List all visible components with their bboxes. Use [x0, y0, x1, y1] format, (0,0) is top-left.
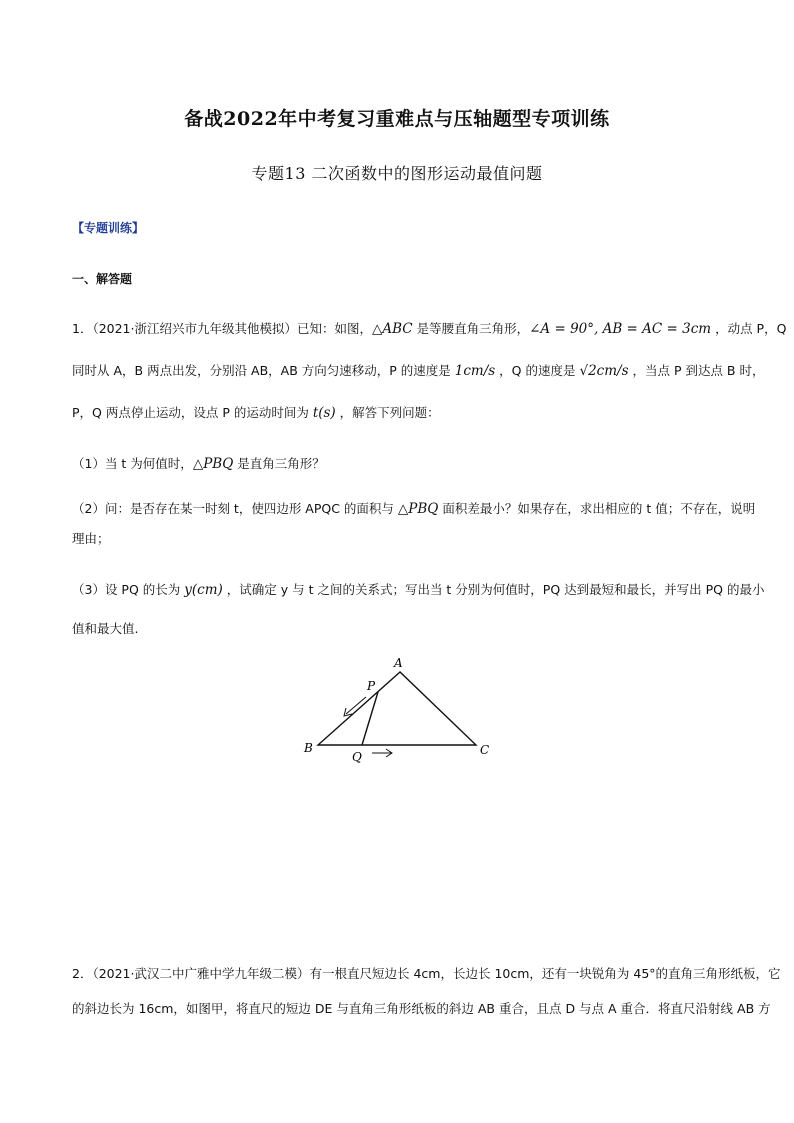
q1-math: △PBQ — [192, 456, 234, 472]
q1-part-2-cont — [72, 530, 732, 548]
q1-part-2 — [72, 500, 756, 518]
q1-part-1 — [72, 455, 732, 473]
q1-text: （3）设 PQ 的长为 — [72, 582, 185, 597]
q1-text: ，试确定 y 与 t 之间的关系式；写出当 t 分别为何值时，PQ 达到最短和最长，并写出 PQ 的最小 — [222, 582, 765, 597]
q2-line-1 — [72, 965, 781, 983]
q1-part-3 — [72, 581, 765, 599]
q1-math: ∠A = 90°, AB = AC = 3cm — [529, 321, 712, 337]
label-b: B — [304, 741, 313, 755]
label-c: C — [480, 743, 490, 757]
q1-text: 1．（2021·浙江绍兴市九年级其他模拟）已知：如图， — [72, 321, 372, 336]
triangle-abc — [318, 672, 476, 745]
q2-text: 2．（2021·武汉二中广雅中学九年级二模）有一根直尺短边长 4cm，长边长 10cm，还有一块锐角为 45°的直角三角形纸板，它 — [72, 966, 781, 981]
q1-line-2 — [72, 362, 765, 380]
q2-text: 的斜边长为 16cm，如图甲，将直尺的短边 DE 与直角三角形纸板的斜边 AB 重合，且点 D 与点 A 重合．将直尺沿射线 AB 方 — [72, 1001, 771, 1016]
label-q: Q — [352, 750, 362, 764]
q1-math: 1cm/s — [454, 363, 496, 379]
q1-math: t(s) — [312, 405, 336, 421]
segment-pq — [362, 692, 378, 745]
label-a: A — [394, 656, 403, 670]
q1-text: ，动点 P，Q — [711, 321, 787, 336]
q1-text: ，当点 P 到达点 B 时， — [628, 363, 765, 378]
q1-math: △ABC — [372, 321, 413, 337]
q1-text: 理由； — [72, 531, 110, 546]
q1-text: P，Q 两点停止运动，设点 P 的运动时间为 — [72, 405, 313, 420]
q1-text: 面积差最小？如果存在，求出相应的 t 值；不存在，说明 — [438, 501, 756, 516]
q1-line-3 — [72, 404, 732, 422]
q1-text: ，Q 的速度是 — [495, 363, 580, 378]
q1-math: △PBQ — [397, 501, 439, 517]
q1-text: 是直角三角形？ — [233, 456, 325, 471]
document-title: 备战2022年中考复习重难点与压轴题型专项训练 — [184, 108, 610, 130]
q1-text: ，解答下列问题： — [335, 405, 440, 420]
section-tag: 【专题训练】 — [72, 221, 145, 235]
q1-text: 值和最大值. — [72, 621, 139, 636]
triangle-figure — [300, 652, 500, 772]
document-subtitle: 专题13 二次函数中的图形运动最值问题 — [251, 164, 543, 183]
q1-math: y(cm) — [184, 582, 223, 598]
q1-text: （1）当 t 为何值时， — [72, 456, 193, 471]
q2-line-2 — [72, 1000, 771, 1018]
q1-math: √2cm/s — [579, 363, 629, 379]
q1-text: （2）问：是否存在某一时刻 t，使四边形 APQC 的面积与 — [72, 501, 398, 516]
q1-part-3-cont — [72, 620, 732, 638]
q1-text: 同时从 A，B 两点出发，分别沿 AB，AB 方向匀速移动，P 的速度是 — [72, 363, 455, 378]
section-heading: 一、解答题 — [72, 272, 133, 286]
q1-text: 是等腰直角三角形， — [412, 321, 530, 336]
label-p: P — [367, 679, 376, 693]
q1-line-1 — [72, 320, 787, 338]
